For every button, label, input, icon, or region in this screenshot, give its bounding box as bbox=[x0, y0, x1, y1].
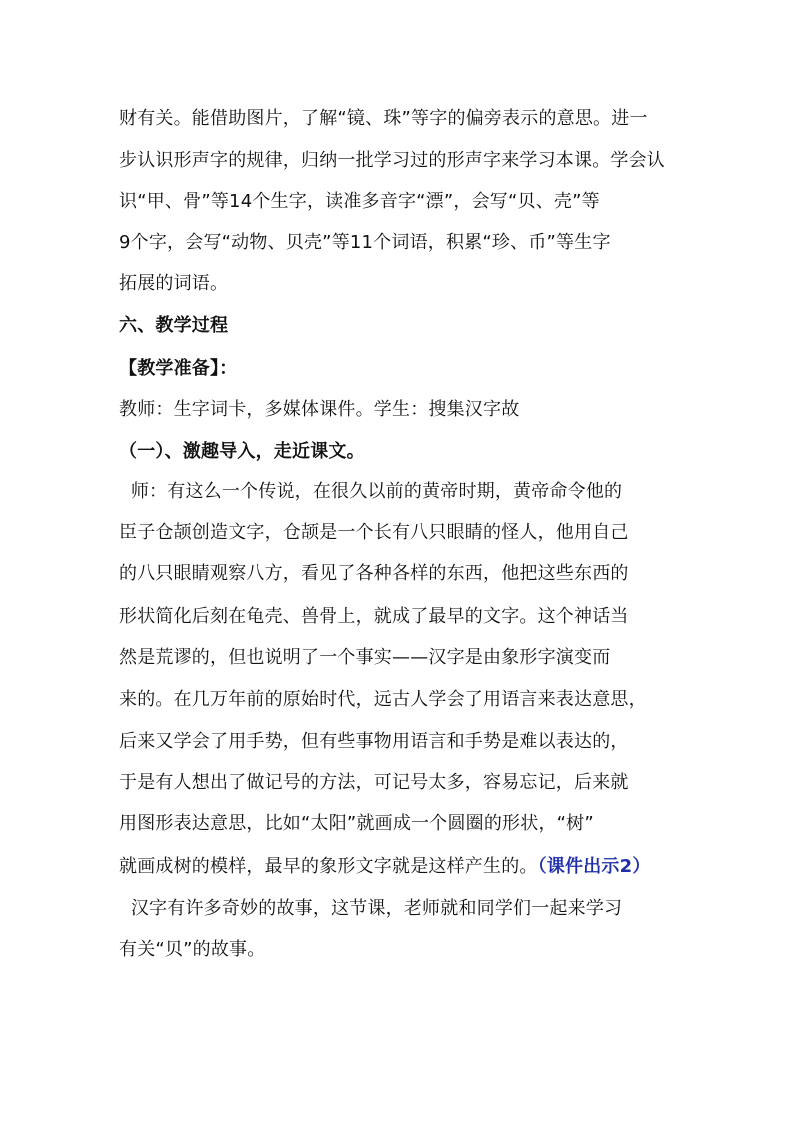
section-heading: 六、教学过程 bbox=[119, 315, 229, 336]
para2-line-2: 有关“贝”的故事。 bbox=[119, 939, 266, 960]
para1-line-10 bbox=[119, 855, 699, 879]
para1-last-text: 就画成树的模样，最早的象形文字就是这样产生的。 bbox=[119, 856, 538, 877]
intro-line-4: 9个字，会写“动物、贝壳”等11个词语，积累“珍、币”等生字 bbox=[119, 232, 611, 253]
intro-line-1: 财有关。能借助图片，了解“镜、珠”等字的偏旁表示的意思。进一 bbox=[119, 108, 648, 129]
prep-text: 教师：生字词卡，多媒体课件。学生：搜集汉字故 bbox=[119, 399, 520, 420]
intro-line-2: 步认识形声字的规律，归纳一批学习过的形声字来学习本课。学会认 bbox=[119, 150, 665, 171]
prep-heading: 【教学准备】： bbox=[119, 358, 238, 379]
para1-line-7: 后来又学会了用手势，但有些事物用语言和手势是难以表达的， bbox=[119, 731, 629, 752]
para1-line-5: 然是荒谬的，但也说明了一个事实——汉字是由象形字演变而 bbox=[119, 647, 611, 668]
para1-line-6: 来的。在几万年前的原始时代，远古人学会了用语言来表达意思， bbox=[119, 689, 647, 710]
para1-line-8: 于是有人想出了做记号的方法，可记号太多，容易忘记，后来就 bbox=[119, 772, 629, 793]
para1-line-3: 的八只眼睛观察八方，看见了各种各样的东西，他把这些东西的 bbox=[119, 563, 629, 584]
intro-line-3: 识“甲、骨”等14个生字，读准多音字“漂”，会写“贝、壳”等 bbox=[119, 191, 600, 212]
courseware-note: （课件出示2） bbox=[537, 856, 651, 877]
para2-line-1: 汉字有许多奇妙的故事，这节课，老师就和同学们一起来学习 bbox=[119, 898, 623, 919]
para1-line-9: 用图形表达意思，比如“太阳”就画成一个圆圈的形状，“树” bbox=[119, 813, 594, 834]
para1-line-4: 形状简化后刻在龟壳、兽骨上，就成了最早的文字。这个神话当 bbox=[119, 606, 629, 627]
para1-line-1: 师：有这么一个传说，在很久以前的黄帝时期，黄帝命令他的 bbox=[119, 481, 623, 502]
intro-line-5: 拓展的词语。 bbox=[119, 273, 229, 294]
para1-line-2: 臣子仓颉创造文字，仓颉是一个长有八只眼睛的怪人，他用自己 bbox=[119, 522, 629, 543]
part1-heading: （一）、激趣导入，走近课文。 bbox=[119, 441, 365, 462]
